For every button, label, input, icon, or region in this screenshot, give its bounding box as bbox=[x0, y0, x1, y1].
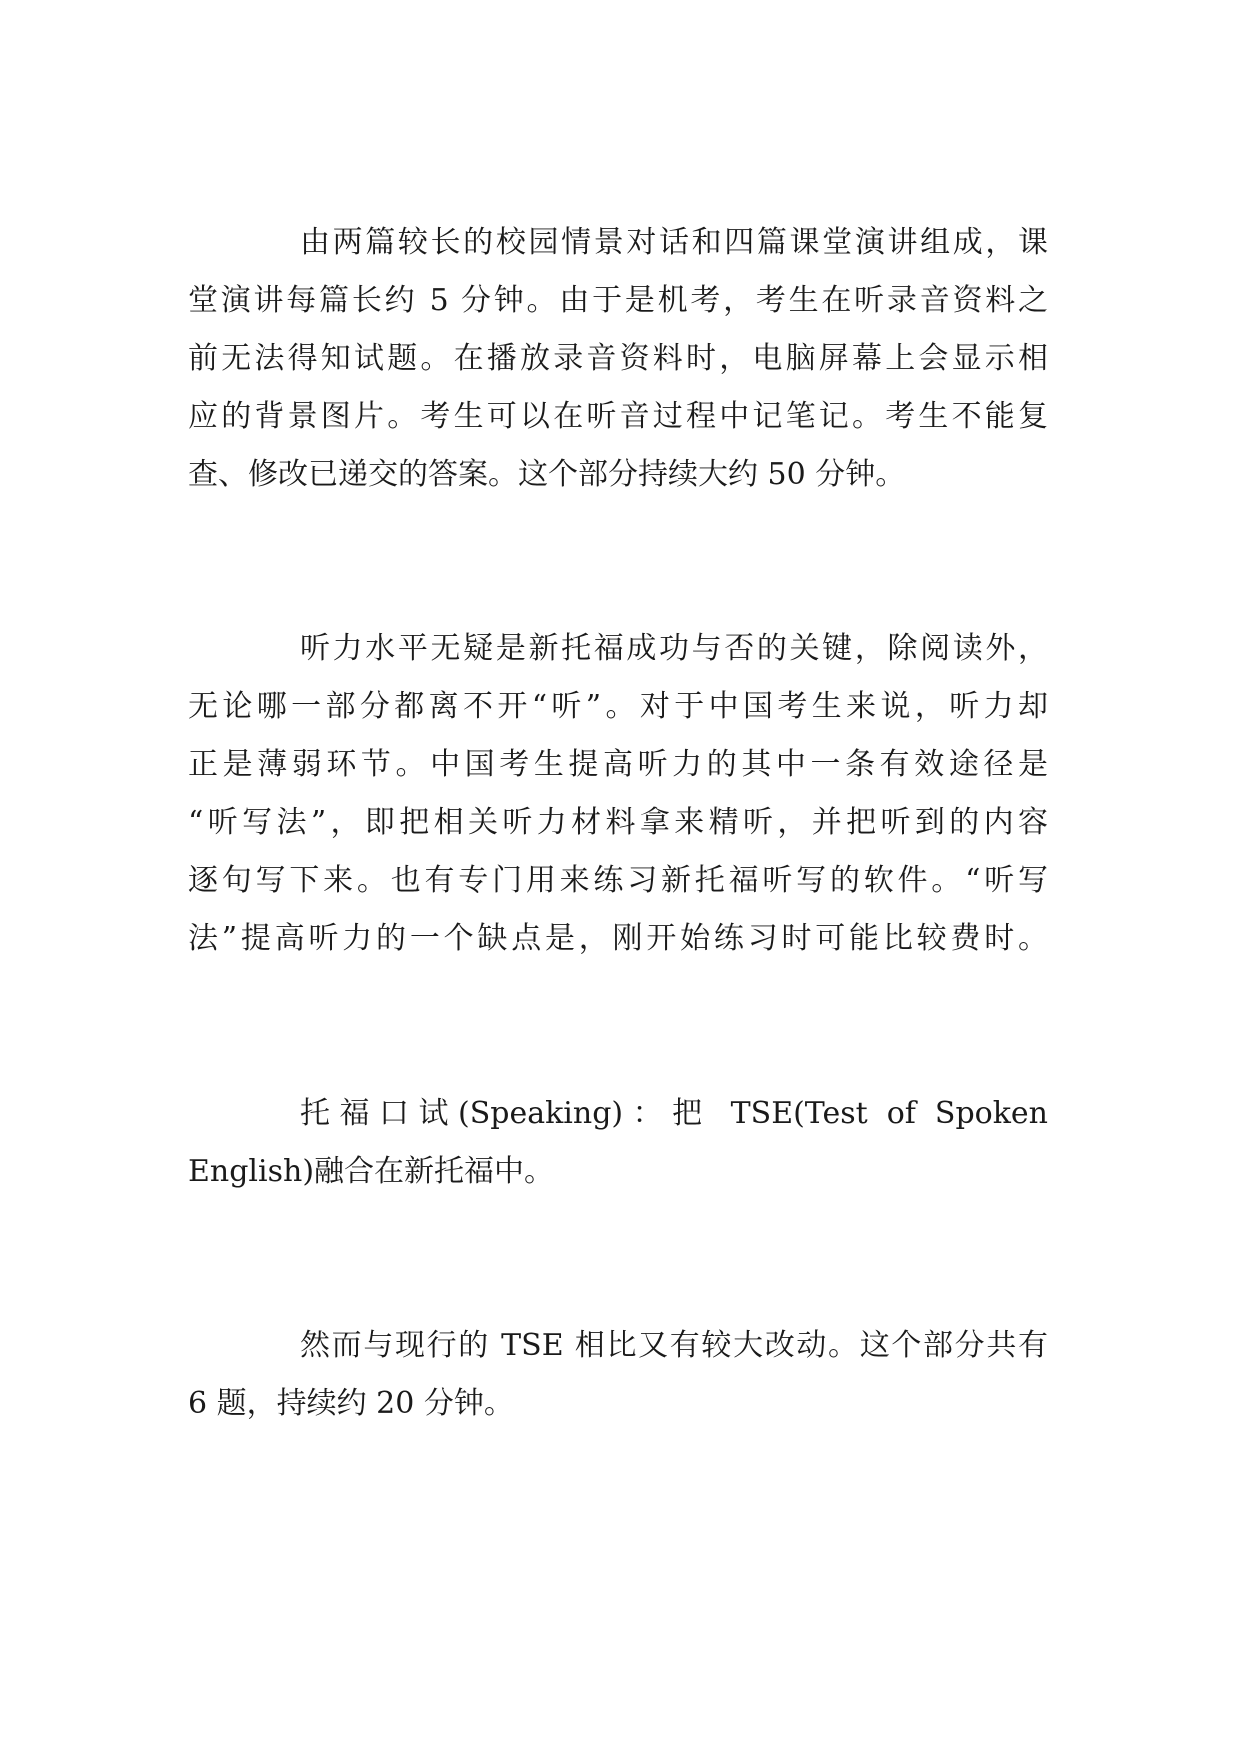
paragraph-1-line-3: 前无法得知试题。在播放录音资料时，电脑屏幕上会显示相 bbox=[188, 341, 1048, 376]
paragraph-1-line-2: 堂演讲每篇长约 5 分钟。由于是机考，考生在听录音资料之 bbox=[188, 283, 1048, 318]
paragraph-2-line-3: 正是薄弱环节。中国考生提高听力的其中一条有效途径是 bbox=[188, 747, 1048, 782]
paragraph-3-line-2: English)融合在新托福中。 bbox=[188, 1154, 555, 1189]
paragraph-2-line-2: 无论哪一部分都离不开“听”。对于中国考生来说，听力却 bbox=[188, 689, 1048, 724]
paragraph-2-line-1: 听力水平无疑是新托福成功与否的关键，除阅读外， bbox=[300, 631, 1048, 666]
paragraph-2-line-6: 法”提高听力的一个缺点是，刚开始练习时可能比较费时。 bbox=[188, 921, 1048, 956]
paragraph-1-line-5: 查、修改已递交的答案。这个部分持续大约 50 分钟。 bbox=[188, 457, 906, 492]
paragraph-1-line-1: 由两篇较长的校园情景对话和四篇课堂演讲组成，课 bbox=[300, 225, 1048, 260]
paragraph-2-line-5: 逐句写下来。也有专门用来练习新托福听写的软件。“听写 bbox=[188, 863, 1048, 898]
paragraph-4-line-1: 然而与现行的 TSE 相比又有较大改动。这个部分共有 bbox=[300, 1328, 1048, 1363]
paragraph-4-line-2: 6 题，持续约 20 分钟。 bbox=[188, 1386, 514, 1421]
paragraph-3-line-1: 托福口试(Speaking)：把 TSE(Test of Spoken bbox=[300, 1096, 1048, 1131]
paragraph-2-line-4: “听写法”，即把相关听力材料拿来精听，并把听到的内容 bbox=[188, 805, 1048, 840]
paragraph-1-line-4: 应的背景图片。考生可以在听音过程中记笔记。考生不能复 bbox=[188, 399, 1048, 434]
